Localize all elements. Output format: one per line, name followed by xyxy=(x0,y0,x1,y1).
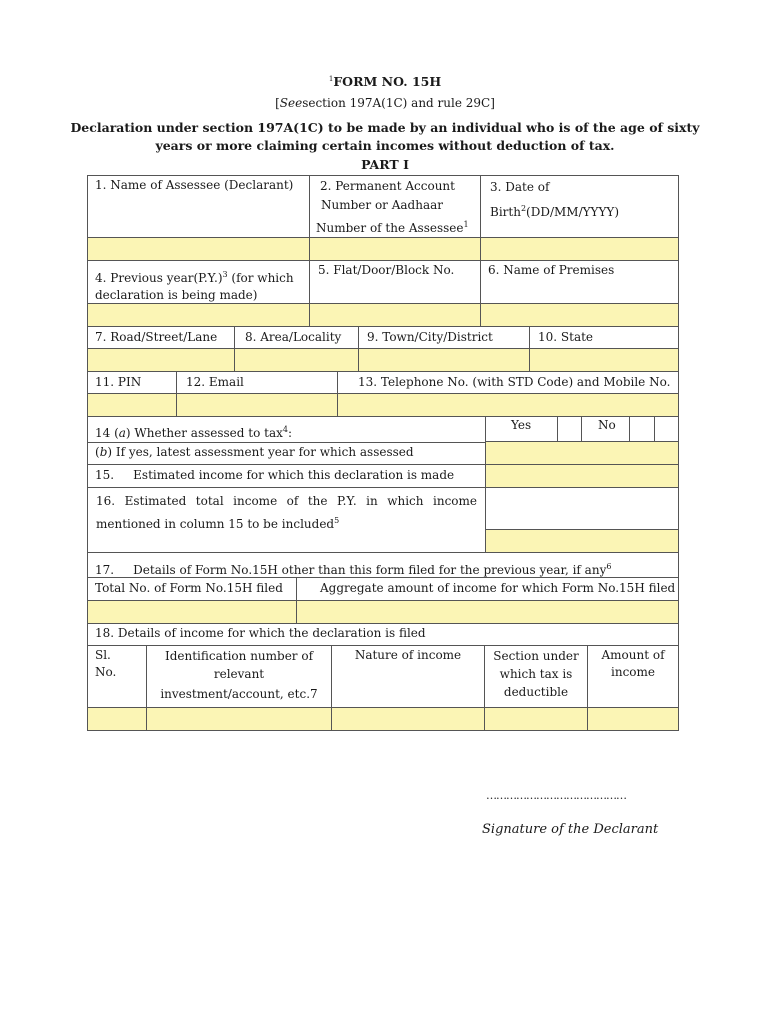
grid-line xyxy=(87,442,485,443)
grid-line xyxy=(87,487,679,488)
fill-row-1[interactable] xyxy=(88,238,678,260)
pan-line-3: Number of the Assessee xyxy=(316,221,464,235)
grid-line xyxy=(485,416,486,552)
label-pin: 11. PIN xyxy=(95,375,142,389)
grid-line xyxy=(480,175,481,326)
label-date-of-birth xyxy=(490,177,619,223)
label-previous-year xyxy=(95,266,294,304)
label-telephone: 13. Telephone No. (with STD Code) and Mobile No. xyxy=(358,375,671,389)
title-footnote: 1 xyxy=(328,75,334,83)
label-flat-door-block: 5. Flat/Door/Block No. xyxy=(318,263,455,277)
grid-line xyxy=(309,175,310,326)
part-heading: PART I xyxy=(361,157,409,172)
label-name-of-assessee: 1. Name of Assessee (Declarant) xyxy=(95,178,294,192)
grid-line xyxy=(87,260,679,261)
id-line-3: investment/account, etc.7 xyxy=(160,687,318,701)
grid-line xyxy=(358,326,359,371)
form-title xyxy=(0,74,770,89)
col-sl-no xyxy=(95,647,116,681)
declaration-heading xyxy=(0,119,770,155)
amt-line-2: income xyxy=(611,665,655,679)
grid-line xyxy=(296,577,297,623)
label-state: 10. State xyxy=(538,330,594,344)
grid-line xyxy=(87,645,679,646)
label-email: 12. Email xyxy=(186,375,244,389)
grid-line xyxy=(629,416,630,441)
q14b-letter: b xyxy=(99,445,108,459)
label-road-street-lane: 7. Road/Street/Lane xyxy=(95,330,218,344)
declaration-line-2: years or more claiming certain incomes without deduction of tax. xyxy=(155,138,615,153)
label-town-city-district: 9. Town/City/District xyxy=(367,330,493,344)
label-name-of-premises: 6. Name of Premises xyxy=(488,263,615,277)
grid-line xyxy=(87,175,679,176)
grid-line xyxy=(337,371,338,416)
grid-line xyxy=(87,175,88,731)
q17-footnote: 6 xyxy=(606,562,612,571)
py-footnote: 3 xyxy=(222,270,228,279)
col-nature-of-income: Nature of income xyxy=(354,648,462,662)
fill-row-18[interactable] xyxy=(88,707,678,730)
grid-line xyxy=(557,416,558,441)
fill-row-3[interactable] xyxy=(88,349,678,371)
total-income-field[interactable] xyxy=(485,529,678,552)
see-bracket: [ xyxy=(275,96,280,110)
estimated-income-field[interactable] xyxy=(485,464,678,487)
grid-line xyxy=(176,371,177,416)
grid-line xyxy=(87,707,679,708)
sec-line-2: which tax is xyxy=(499,667,573,681)
q16-footnote: 5 xyxy=(334,516,340,525)
label-estimated-income: 15. Estimated income for which this declaration is made xyxy=(95,468,455,482)
grid-line xyxy=(529,326,530,371)
grid-line xyxy=(581,416,582,441)
q14-footnote: 4 xyxy=(282,425,288,434)
label-aggregate-amount: Aggregate amount of income for which Form No.15H filed xyxy=(320,581,676,595)
declaration-line-1: Declaration under section 197A(1C) to be made by an individual who is of the age of sixty xyxy=(70,120,700,135)
label-area-locality: 8. Area/Locality xyxy=(245,330,342,344)
q14-letter: a xyxy=(118,426,126,440)
col-section-under xyxy=(485,647,587,701)
grid-line xyxy=(87,623,679,624)
grid-line xyxy=(87,600,679,601)
title-text: FORM NO. 15H xyxy=(333,74,442,89)
q16-line-1: 16. Estimated total income of the P.Y. in which income xyxy=(96,494,477,508)
label-no: No xyxy=(598,418,616,432)
label-whether-assessed xyxy=(95,421,292,442)
grid-line xyxy=(485,441,679,442)
q17-text: 17. Details of Form No.15H other than this form filed for the previous year, if any xyxy=(95,563,607,577)
q14b-pre: ( xyxy=(95,445,100,459)
q16-line-2: mentioned in column 15 to be included xyxy=(96,517,335,531)
grid-line xyxy=(87,348,679,349)
q14-text: ) Whether assessed to tax xyxy=(125,426,283,440)
label-total-forms-filed: Total No. of Form No.15H filed xyxy=(95,581,283,595)
grid-line xyxy=(678,175,679,731)
dob-line-1: 3. Date of xyxy=(490,180,550,194)
id-line-2: relevant xyxy=(213,667,265,681)
dob-format: (DD/MM/YYYY) xyxy=(526,205,619,219)
signature-line[interactable]: …………………………………… xyxy=(486,789,626,802)
dob-footnote: 2 xyxy=(520,204,527,213)
no-checkbox[interactable] xyxy=(630,417,654,441)
fill-row-17[interactable] xyxy=(88,600,678,623)
grid-line xyxy=(87,326,679,327)
see-reference xyxy=(0,96,770,110)
col-identification-number xyxy=(147,647,331,704)
label-details-of-income: 18. Details of income for which the declaration is filed xyxy=(95,626,426,640)
grid-line xyxy=(87,416,679,417)
label-latest-assessment-year xyxy=(95,444,414,461)
assessment-year-field[interactable] xyxy=(485,442,678,464)
grid-line xyxy=(87,730,679,731)
pan-footnote: 1 xyxy=(463,220,469,229)
pan-line-1: 2. Permanent Account xyxy=(320,179,455,193)
label-estimated-total-income xyxy=(96,491,477,534)
yes-checkbox[interactable] xyxy=(558,417,581,441)
sl-line-1: Sl. xyxy=(95,648,111,662)
amt-line-1: Amount of xyxy=(601,648,665,662)
sl-line-2: No. xyxy=(95,665,117,679)
label-details-form-15h xyxy=(95,558,611,579)
py-line-2: declaration is being made) xyxy=(95,288,258,302)
sec-line-1: Section under xyxy=(493,649,579,663)
q14-colon: : xyxy=(287,426,293,440)
pan-line-2: Number or Aadhaar xyxy=(321,198,443,212)
grid-line xyxy=(654,416,655,441)
py-text-2: (for which xyxy=(227,271,294,285)
py-text: 4. Previous year(P.Y.) xyxy=(95,271,223,285)
grid-line xyxy=(87,552,679,553)
fill-row-2[interactable] xyxy=(88,304,678,326)
q14b-text: ) If yes, latest assessment year for which assessed xyxy=(107,445,414,459)
signature-label: Signature of the Declarant xyxy=(482,822,659,837)
id-line-1: Identification number of xyxy=(164,649,314,663)
q14-pre: 14 ( xyxy=(95,426,119,440)
see-word: See xyxy=(279,96,303,110)
col-amount-of-income xyxy=(588,647,678,681)
grid-line xyxy=(234,326,235,371)
grid-line xyxy=(485,529,679,530)
see-rest: section 197A(1C) and rule 29C] xyxy=(302,96,495,110)
grid-line xyxy=(87,464,679,465)
sec-line-3: deductible xyxy=(503,685,569,699)
dob-birth: Birth xyxy=(490,205,521,219)
label-pan-aadhaar xyxy=(316,177,469,238)
label-yes: Yes xyxy=(511,418,532,432)
